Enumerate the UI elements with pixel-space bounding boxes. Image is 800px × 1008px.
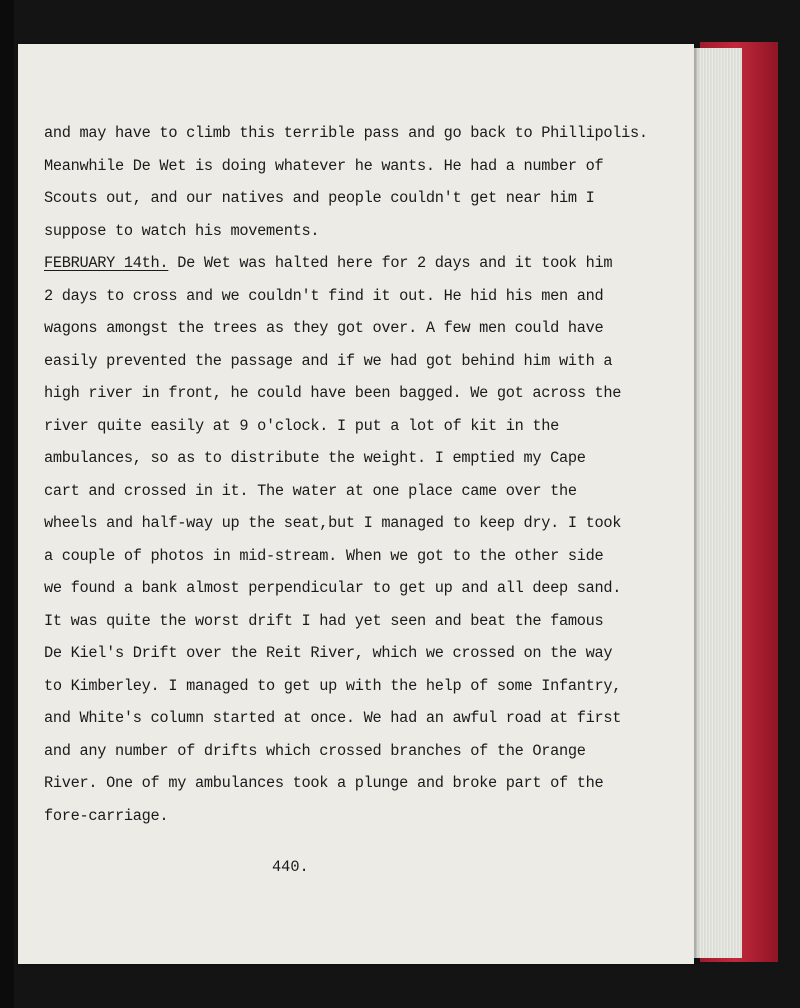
text-line: easily prevented the passage and if we had got behind him with a: [44, 351, 613, 370]
text-line: high river in front, he could have been bagged. We got across the: [44, 384, 622, 402]
text-line: De Kiel's Drift over the Reit River, which we crossed on the way: [44, 644, 613, 662]
text-line: suppose to watch his movements.: [44, 221, 320, 240]
text-line: a couple of photos in mid-stream. When we got to the other side: [44, 546, 604, 565]
date-heading: FEBRUARY 14th.: [44, 254, 169, 272]
typed-text-body: [44, 117, 674, 832]
entry-first-line: [44, 247, 674, 280]
text-line: wheels and half-way up the seat,but I managed to keep dry. I took: [44, 514, 622, 532]
text-line: It was quite the worst drift I had yet seen and beat the famous: [44, 611, 604, 630]
text-line: ambulances, so as to distribute the weight. I emptied my Cape: [44, 449, 586, 467]
text-line: cart and crossed in it. The water at one place came over the: [44, 481, 577, 500]
text-line: Meanwhile De Wet is doing whatever he wants. He had a number of: [44, 156, 604, 175]
text-line: and may have to climb this terrible pass and go back to Phillipolis.: [44, 124, 648, 142]
text-line: river quite easily at 9 o'clock. I put a lot of kit in the: [44, 416, 560, 435]
text-line: and White's column started at once. We had an awful road at first: [44, 709, 622, 727]
text-line: 2 days to cross and we couldn't find it out. He hid his men and: [44, 286, 604, 305]
text-line: and any number of drifts which crossed branches of the Orange: [44, 741, 586, 760]
text-line: we found a bank almost perpendicular to get up and all deep sand.: [44, 579, 622, 597]
book-spine-shadow: [0, 0, 14, 1008]
text-line: wagons amongst the trees as they got over. A few men could have: [44, 319, 604, 337]
text-line: Scouts out, and our natives and people couldn't get near him I: [44, 189, 595, 207]
text-line: River. One of my ambulances took a plunge and broke part of the: [44, 774, 604, 792]
text-line: fore-carriage.: [44, 806, 169, 825]
page-edges: [690, 48, 742, 958]
text-line: to Kimberley. I managed to get up with the help of some Infantry,: [44, 676, 622, 695]
page-number: 440.: [272, 858, 309, 876]
entry-first-line-text: De Wet was halted here for 2 days and it took him: [168, 254, 613, 272]
